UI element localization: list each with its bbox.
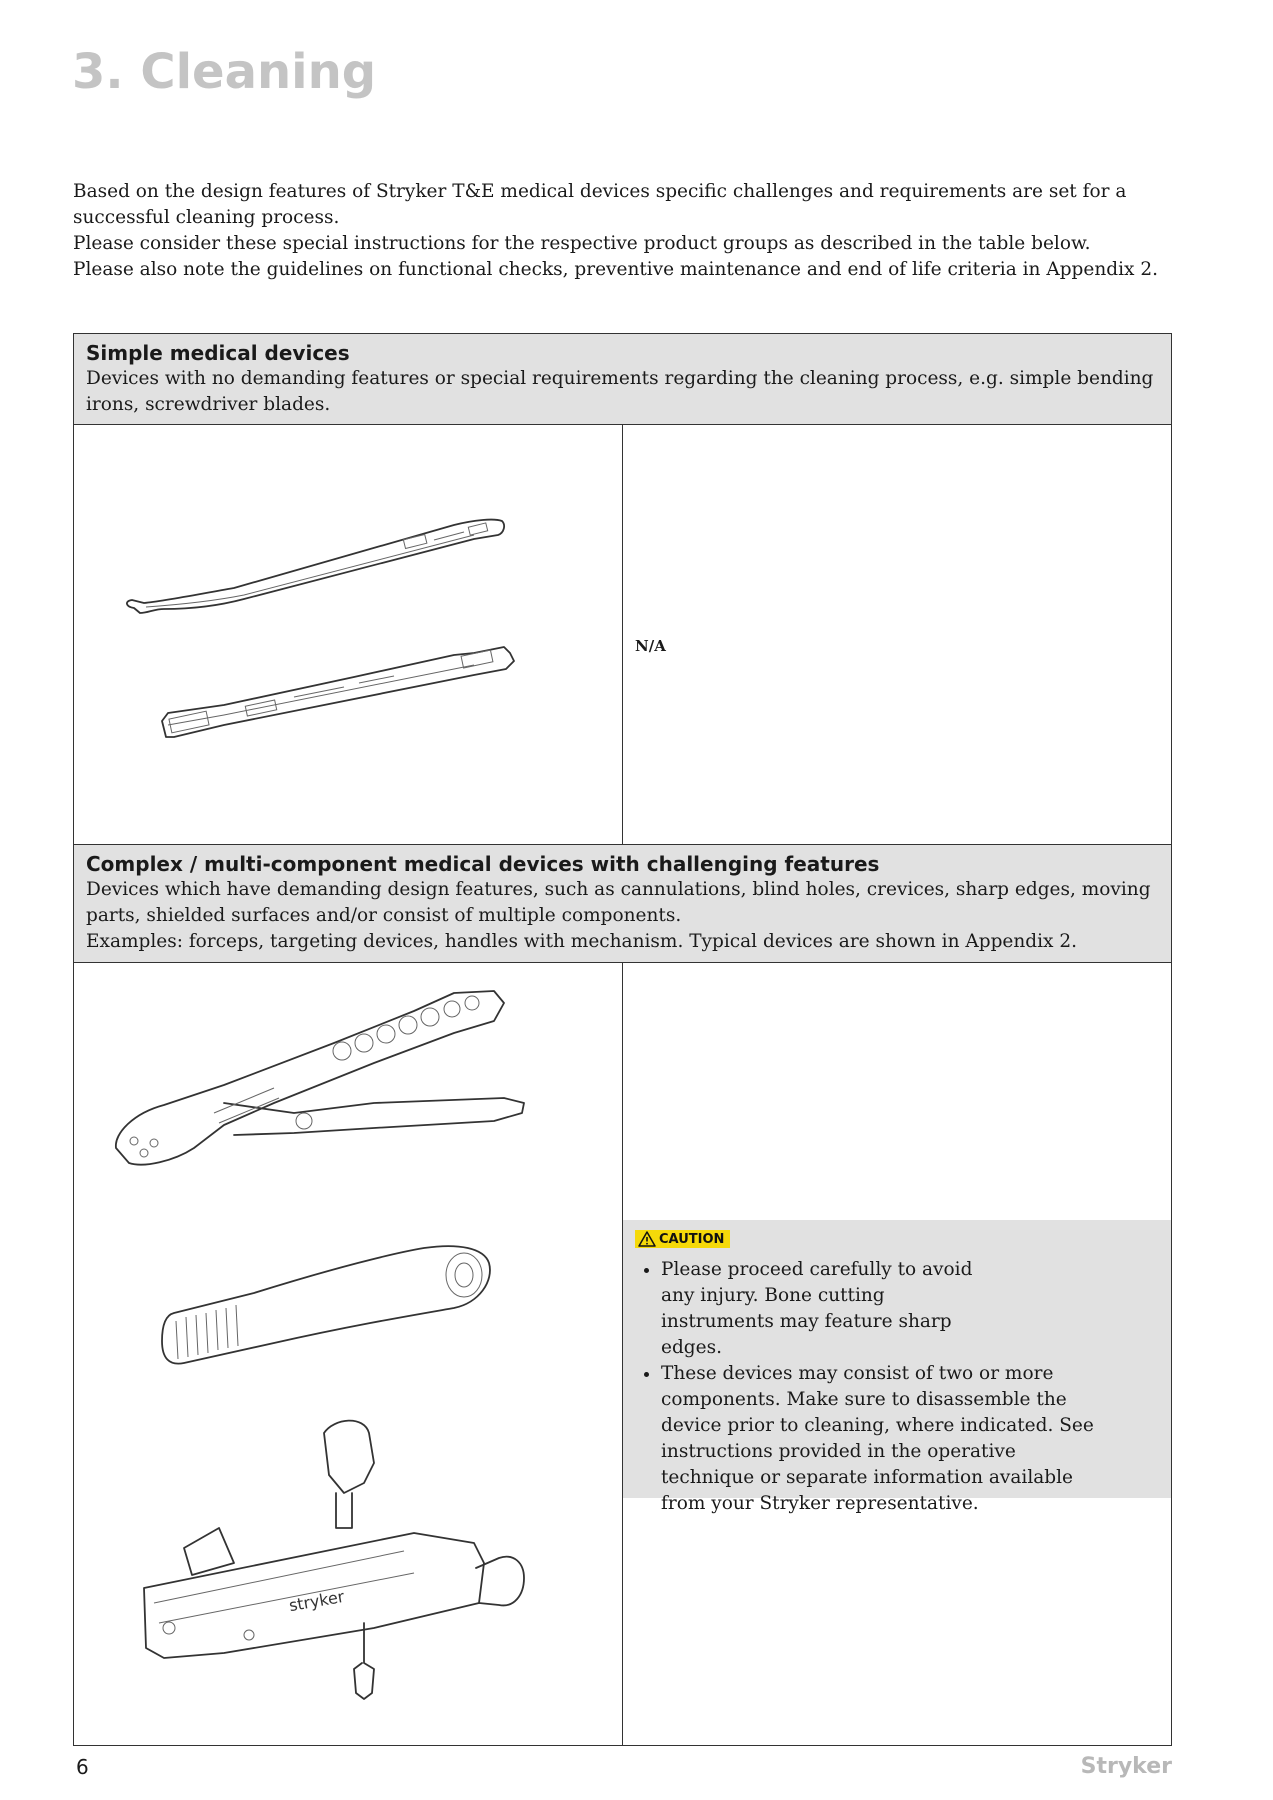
- complex-devices-illustration: [74, 963, 623, 1745]
- complex-devices-heading: Complex / multi-component medical devices with challenging features: [86, 852, 880, 876]
- page-title: 3. Cleaning: [72, 44, 377, 100]
- forceps-handle-targeting-illustration: [74, 963, 621, 1743]
- caution-item: • These devices may consist of two or more components. Make sure to disassemble the device prior to cleaning, where indicated. See instructions provided in the operative technique or separate information available from your Stryker representative.: [661, 1361, 1111, 1517]
- simple-devices-row: [74, 425, 1171, 845]
- simple-devices-heading: Simple medical devices: [86, 341, 350, 365]
- forceps-drawing: [116, 991, 524, 1165]
- intro-paragraph: Please also note the guidelines on functional checks, preventive maintenance and end of life criteria in Appendix 2.: [73, 259, 1158, 280]
- complex-devices-examples: Examples: forceps, targeting devices, handles with mechanism. Typical devices are shown in Appendix 2.: [86, 931, 1078, 952]
- caution-label: CAUTION: [659, 1231, 725, 1247]
- complex-devices-description: Devices which have demanding design features, such as cannulations, blind holes, crevices, sharp edges, moving parts, shielded surfaces and/or consist of multiple components.: [86, 879, 1151, 926]
- caution-badge: [635, 1230, 730, 1248]
- simple-devices-description: Devices with no demanding features or special requirements regarding the cleaning process, e.g. simple bending irons, screwdriver blades.: [86, 368, 1154, 415]
- page-number: 6: [76, 1755, 89, 1779]
- svg-text:stryker: stryker: [287, 1586, 346, 1616]
- caution-item: • Please proceed carefully to avoid any injury. Bone cutting instruments may feature sharp edges.: [661, 1257, 991, 1361]
- simple-devices-notes: [623, 425, 1171, 844]
- simple-devices-illustration: [74, 425, 623, 844]
- warning-triangle-icon: [638, 1231, 656, 1247]
- simple-devices-header: [74, 334, 1171, 425]
- complex-devices-notes: [623, 963, 1171, 1745]
- not-applicable-label: N/A: [635, 637, 666, 655]
- intro-paragraph: Please consider these special instructions for the respective product groups as described in the table below.: [73, 233, 1091, 254]
- caution-list: [635, 1257, 1159, 1517]
- intro-text: [73, 179, 1183, 283]
- caution-box: [623, 1220, 1171, 1514]
- complex-devices-row: [74, 963, 1171, 1745]
- intro-paragraph: Based on the design features of Stryker T&E medical devices specific challenges and requirements are set for a successful cleaning process.: [73, 181, 1127, 228]
- brand-logo: Stryker: [1080, 1754, 1172, 1779]
- complex-devices-header: [74, 845, 1171, 963]
- bending-iron-illustration: [74, 425, 621, 842]
- device-table: [73, 333, 1172, 1746]
- handle-drawing: [162, 1246, 490, 1363]
- targeting-device-drawing: [144, 1421, 524, 1699]
